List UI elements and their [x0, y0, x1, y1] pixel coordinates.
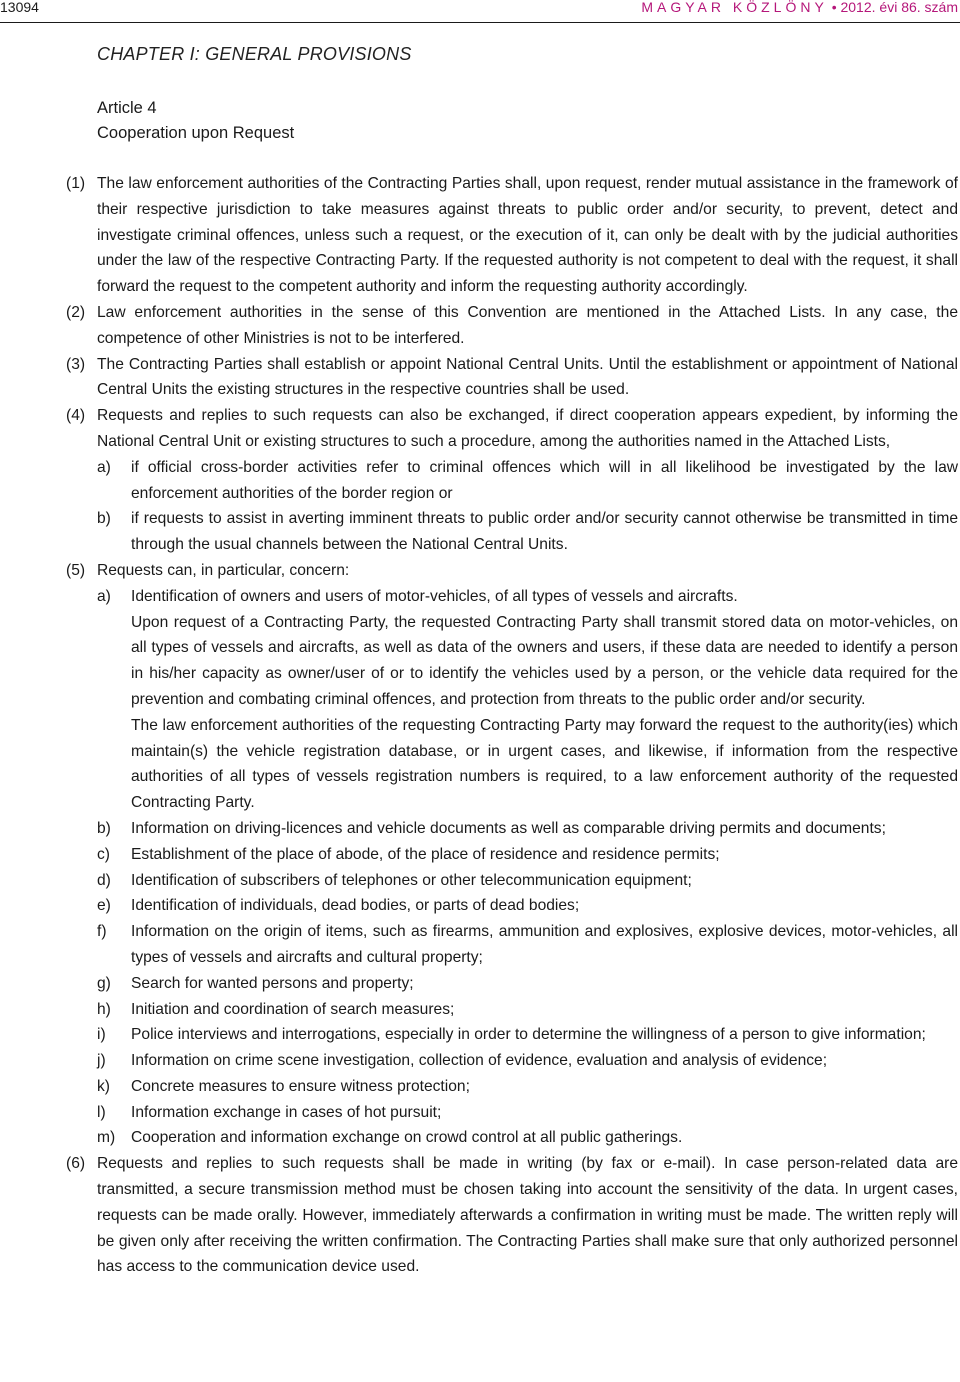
paragraph-text: The law enforcement authorities of the Contracting Parties shall, upon request, render mutual assistance in the framework of their respective jurisdiction to take measures against threats to public order and/or security, to prevent, detect and investigate criminal offences, unless such a request, or the execution of it, can only be dealt with by the judicial authorities under the law of the respective Contracting Party. If the requested authority is not competent to deal with the request, it shall forward the request to the competent authority and inform the requesting authority accordingly.	[97, 175, 958, 296]
paragraph-number: (3)	[66, 355, 86, 373]
paragraph-number: (5)	[66, 561, 86, 579]
article-number: Article 4	[97, 99, 157, 117]
item-text: Identification of owners and users of motor-vehicles, of all types of vessels and aircrafts.	[131, 587, 738, 605]
item-letter: b)	[97, 510, 111, 528]
item-text: Identification of individuals, dead bodies, or parts of dead bodies;	[131, 897, 580, 915]
item-letter: l)	[97, 1103, 106, 1121]
item-letter: a)	[97, 458, 111, 476]
paragraph-4	[0, 403, 960, 455]
item-text: Information on the origin of items, such as firearms, ammunition and explosives, explosive devices, motor-vehicles, all types of vessels and aircrafts and cultural property;	[131, 923, 958, 966]
page-number: 13094	[0, 0, 39, 15]
paragraph-3	[0, 352, 960, 404]
item-letter: i)	[97, 1026, 106, 1044]
item-text: Information exchange in cases of hot pursuit;	[131, 1103, 442, 1121]
item-text: Search for wanted persons and property;	[131, 974, 414, 992]
item-text: if official cross-border activities refer to criminal offences which will in all likelihood be investigated by the law enforcement authorities of the border region or	[131, 458, 958, 502]
item-letter: h)	[97, 1000, 111, 1018]
item-letter: g)	[97, 974, 111, 992]
article-heading	[97, 96, 294, 146]
item-text: if requests to assist in averting imminent threats to public order and/or security cannot otherwise be transmitted in time through the usual channels between the National Central Units.	[131, 510, 958, 554]
paragraph-text: Requests can, in particular, concern:	[97, 561, 350, 579]
item-text: Concrete measures to ensure witness protection;	[131, 1077, 470, 1095]
item-text: Establishment of the place of abode, of the place of residence and residence permits;	[131, 845, 720, 863]
paragraph-1	[0, 171, 960, 300]
paragraph-6	[0, 1151, 960, 1280]
list-item	[0, 1048, 960, 1074]
item-letter: m)	[97, 1129, 116, 1147]
paragraph-5	[0, 558, 960, 584]
article-body	[0, 171, 960, 1280]
item-letter: c)	[97, 845, 110, 863]
item-text: Police interviews and interrogations, especially in order to determine the willingness of a person to give information;	[131, 1026, 926, 1044]
item-letter: a)	[97, 587, 111, 605]
item-letter: e)	[97, 897, 111, 915]
list-item	[0, 1100, 960, 1126]
list-item	[0, 1022, 960, 1048]
list-item	[0, 919, 960, 971]
list-item	[0, 842, 960, 868]
item-text: Information on driving-licences and vehicle documents as well as comparable driving permits and documents;	[131, 819, 886, 837]
list-item	[0, 868, 960, 894]
paragraph-number: (2)	[66, 303, 86, 321]
header-separator: •	[831, 0, 837, 15]
journal-name: MAGYAR KÖZLÖNY	[641, 0, 828, 15]
list-item	[0, 1074, 960, 1100]
paragraph-2	[0, 300, 960, 352]
page-header	[0, 0, 960, 23]
paragraph-text: Law enforcement authorities in the sense of this Convention are mentioned in the Attached Lists. In any case, the competence of other Ministries is not to be interfered.	[97, 303, 958, 347]
item-letter: j)	[97, 1052, 106, 1070]
item-text: Information on crime scene investigation, collection of evidence, evaluation and analysis of evidence;	[131, 1052, 828, 1070]
chapter-title: CHAPTER I: GENERAL PROVISIONS	[97, 44, 412, 64]
item-letter: b)	[97, 819, 111, 837]
item-text: Initiation and coordination of search measures;	[131, 1000, 455, 1018]
list-item	[0, 816, 960, 842]
paragraph-text: Requests and replies to such requests shall be made in writing (by fax or e-mail). In case person-related data are transmitted, a secure transmission method must be chosen taking into account the sensitivity of the data. In urgent cases, requests can be made orally. However, immediately afterwards a confirmation in writing must be made. The written reply will be given only after receiving the written confirmation. The Contracting Parties shall make sure that only authorized personnel has access to the communication device used.	[97, 1155, 958, 1276]
list-item	[0, 455, 960, 507]
list-item	[0, 506, 960, 558]
item-detail-paragraph: Upon request of a Contracting Party, the requested Contracting Party shall transmit stored data on motor-vehicles, on all types of vessels and aircrafts, as well as data of the owners and users, if these data are needed to identify a person in his/her capacity as owner/user of or to identify the vehicles used by a person, or the vehicle data required for the prevention and combating criminal offences, and protection from threats to the public order and/or security.	[131, 613, 958, 708]
list-item	[0, 1125, 960, 1151]
paragraph-number: (1)	[66, 175, 86, 192]
journal-title	[641, 0, 958, 14]
paragraph-number: (6)	[66, 1155, 86, 1173]
journal-issue: 2012. évi 86. szám	[840, 0, 958, 15]
item-letter: k)	[97, 1077, 110, 1095]
paragraph-number: (4)	[66, 407, 86, 425]
paragraph-text: The Contracting Parties shall establish or appoint National Central Units. Until the establishment or appointment of National Central Units the existing structures in the respective countries shall be used.	[97, 355, 958, 399]
list-item	[0, 971, 960, 997]
item-text: Identification of subscribers of telephones or other telecommunication equipment;	[131, 871, 692, 889]
item-text: Cooperation and information exchange on crowd control at all public gatherings.	[131, 1129, 683, 1147]
list-item	[0, 997, 960, 1023]
list-item	[0, 893, 960, 919]
article-title: Cooperation upon Request	[97, 124, 295, 142]
item-letter: d)	[97, 871, 111, 889]
list-item	[0, 584, 960, 610]
paragraph-text: Requests and replies to such requests can also be exchanged, if direct cooperation appears expedient, by informing the National Central Unit or existing structures to such a procedure, among the authorities named in the Attached Lists,	[97, 407, 958, 450]
item-detail-paragraph: The law enforcement authorities of the requesting Contracting Party may forward the request to the authority(ies) which maintain(s) the vehicle registration database, or in urgent cases, and likewise, if information from the respective authorities of all types of vessels registration numbers is required, to a law enforcement authority of the requested Contracting Party.	[131, 716, 958, 812]
item-letter: f)	[97, 923, 107, 941]
